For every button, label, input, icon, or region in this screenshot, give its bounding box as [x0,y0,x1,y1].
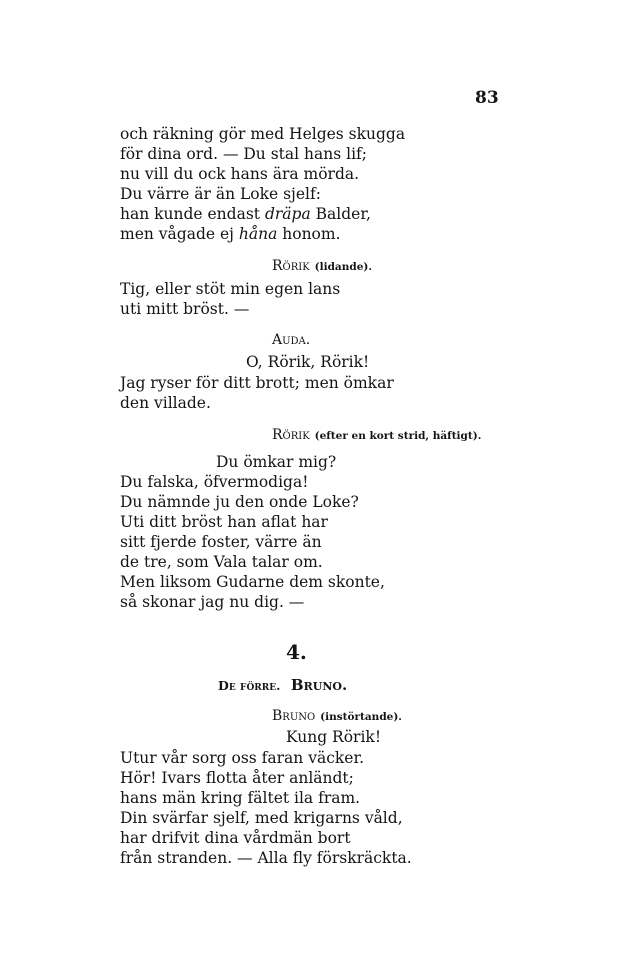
verse-line: men vågade ej håna honom. [120,225,341,243]
verse-line: Du nämnde ju den onde Loke? [120,493,359,511]
verse-line: så skonar jag nu dig. — [120,593,305,611]
speaker-heading: Rörik (efter en kort strid, häftigt). [272,427,482,443]
verse-line: han kunde endast dräpa Balder, [120,205,371,223]
verse-line: har drifvit dina vårdmän bort [120,829,351,847]
verse-line: sitt fjerde foster, värre än [120,533,322,551]
verse-line: Utur vår sorg oss faran väcker. [120,749,365,767]
verse-line: hans män kring fältet ila fram. [120,789,361,807]
verse-line: den villade. [120,394,211,412]
speaker-heading: Auda. [272,332,311,348]
verse-line: Jag ryser för ditt brott; men ömkar [120,374,394,392]
verse-line: Uti ditt bröst han aflat har [120,513,328,531]
verse-line: för dina ord. — Du stal hans lif; [120,145,367,163]
verse-line: Din svärfar sjelf, med krigarns våld, [120,809,403,827]
verse-line: de tre, som Vala talar om. [120,553,323,571]
verse-line: nu vill du ock hans ära mörda. [120,165,360,183]
verse-line: uti mitt bröst. — [120,300,250,318]
verse-line: Du ömkar mig? [216,453,337,471]
verse-line: Du värre är än Loke sjelf: [120,185,321,203]
verse-line: Kung Rörik! [286,728,382,746]
verse-line: och räkning gör med Helges skugga [120,125,406,143]
speaker-heading: Bruno (instörtande). [272,708,402,724]
speaker-heading: Rörik (lidande). [272,258,373,274]
scene-heading: De förre. Bruno. [218,676,348,694]
verse-line: Du falska, öfvermodiga! [120,473,309,491]
verse-line: Men liksom Gudarne dem skonte, [120,573,385,591]
verse-line: O, Rörik, Rörik! [246,353,370,371]
page-number: 83 [475,88,499,108]
section-number: 4. [286,640,307,664]
verse-line: från stranden. — Alla fly förskräckta. [120,849,412,867]
verse-line: Tig, eller stöt min egen lans [120,280,341,298]
verse-line: Hör! Ivars flotta åter anländt; [120,769,354,787]
